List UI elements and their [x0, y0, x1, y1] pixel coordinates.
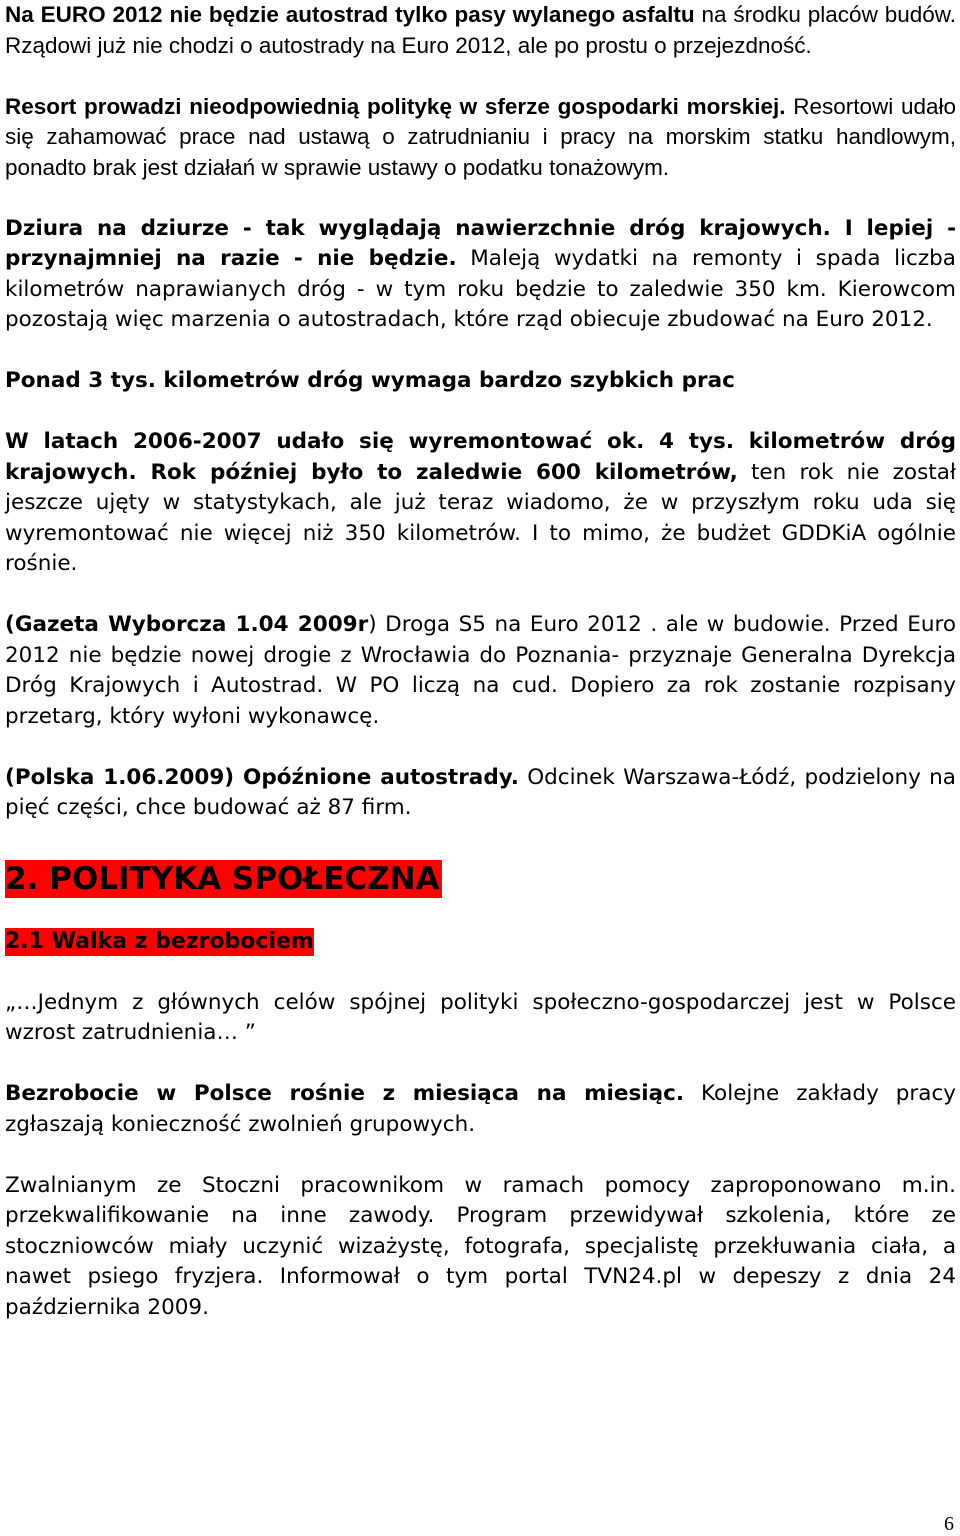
paragraph-body: Kolejne zakłady pracy zgłaszają konieczność zwolnień grupowych. — [5, 1081, 956, 1137]
paragraph-euro-2012 — [5, 0, 956, 61]
paragraph-3k-km — [5, 366, 956, 397]
subsection-heading-wrap — [5, 928, 956, 956]
paragraph-lead: W latach 2006-2007 udało się wyremontować ok. 4 tys. kilometrów dróg krajowych. Rok później było to zaledwie 600 kilometrów, — [5, 429, 956, 485]
paragraph-body: ten rok nie został jeszcze ujęty w statystykach, ale już teraz wiadomo, że w przyszłym roku uda się wyremontować nie więcej niż 350 kilometrów. I to mimo, że budżet GDDKiA ogólnie rośnie. — [5, 459, 957, 576]
document-page — [5, 0, 956, 1323]
paragraph-gazeta — [5, 610, 956, 732]
paragraph-roads — [5, 214, 956, 336]
section-heading-wrap — [5, 860, 956, 898]
paragraph-body: Maleją wydatki na remonty i spada liczba kilometrów naprawianych dróg - w tym roku będzie to zaledwie 350 km. Kierowcom pozostają więc marzenia o autostradach, które rząd obiecuje zbudować na Euro 2012. — [5, 246, 956, 332]
paragraph-lead: (Polska 1.06.2009) Opóźnione autostrady. — [5, 764, 519, 790]
paragraph-shipyard: Zwalnianym ze Stoczni pracownikom w ramach pomocy zaproponowano m.in. przekwalifikowanie na inne zawody. Program przewidywał szkolenia, które ze stoczniowców miały uczynić wizażystę, fotografa, specjalistę przekłuwania ciała, a nawet psiego fryzjera. Informował o tym portal TVN24.pl w depeszy z dnia 24 października 2009. — [5, 1172, 956, 1320]
paragraph-lead: Ponad 3 tys. kilometrów dróg wymaga bardzo szybkich prac — [5, 368, 735, 393]
paragraph-body: na środku placów budów. Rządowi już nie chodzi o autostrady na Euro 2012, ale po prostu o przejezdność. — [5, 2, 957, 58]
paragraph-lead: Bezrobocie w Polsce rośnie z miesiąca na miesiąc. — [5, 1081, 685, 1106]
paragraph-unemployment — [5, 1079, 956, 1140]
paragraph-lead: Na EURO 2012 nie będzie autostrad tylko pasy wylanego asfaltu — [5, 2, 695, 27]
subsection-heading: 2.1 Walka z bezrobociem — [5, 928, 314, 954]
paragraph-lead: Dziura na dziurze - tak wyglądają nawierzchnie dróg krajowych. I lepiej - przynajmniej na razie - nie będzie. — [5, 215, 956, 271]
paragraph-body: ) Droga S5 na Euro 2012 . ale w budowie. Przed Euro 2012 nie będzie nowej drogie z Wrocławia do Poznania- przyznaje Generalna Dyrekcja Dróg Krajowych i Autostrad. W PO liczą na cud. Dopiero za rok zostanie rozpisany przetarg, który wyłoni wykonawcę. — [5, 612, 956, 729]
paragraph-polska — [5, 763, 956, 824]
section-heading: 2. POLITYKA SPOŁECZNA — [5, 860, 440, 897]
paragraph-repairs — [5, 427, 956, 580]
paragraph-body: Odcinek Warszawa-Łódź, podzielony na pięć części, chce budować aż 87 firm. — [5, 764, 956, 820]
quote-paragraph: „…Jednym z głównych celów spójnej polityki społeczno-gospodarczej jest w Polsce wzrost zatrudnienia… ” — [5, 989, 956, 1045]
paragraph-body: Resortowi udało się zahamować prace nad ustawą o zatrudnianiu i pracy na morskim statku handlowym, ponadto brak jest działań w sprawie ustawy o podatku tonażowym. — [5, 93, 956, 180]
paragraph-maritime — [5, 92, 956, 184]
paragraph-lead: Resort prowadzi nieodpowiednią politykę w sferze gospodarki morskiej. — [5, 93, 786, 119]
page-number: 6 — [944, 1513, 954, 1535]
paragraph-lead: (Gazeta Wyborcza 1.04 2009r — [5, 612, 369, 637]
